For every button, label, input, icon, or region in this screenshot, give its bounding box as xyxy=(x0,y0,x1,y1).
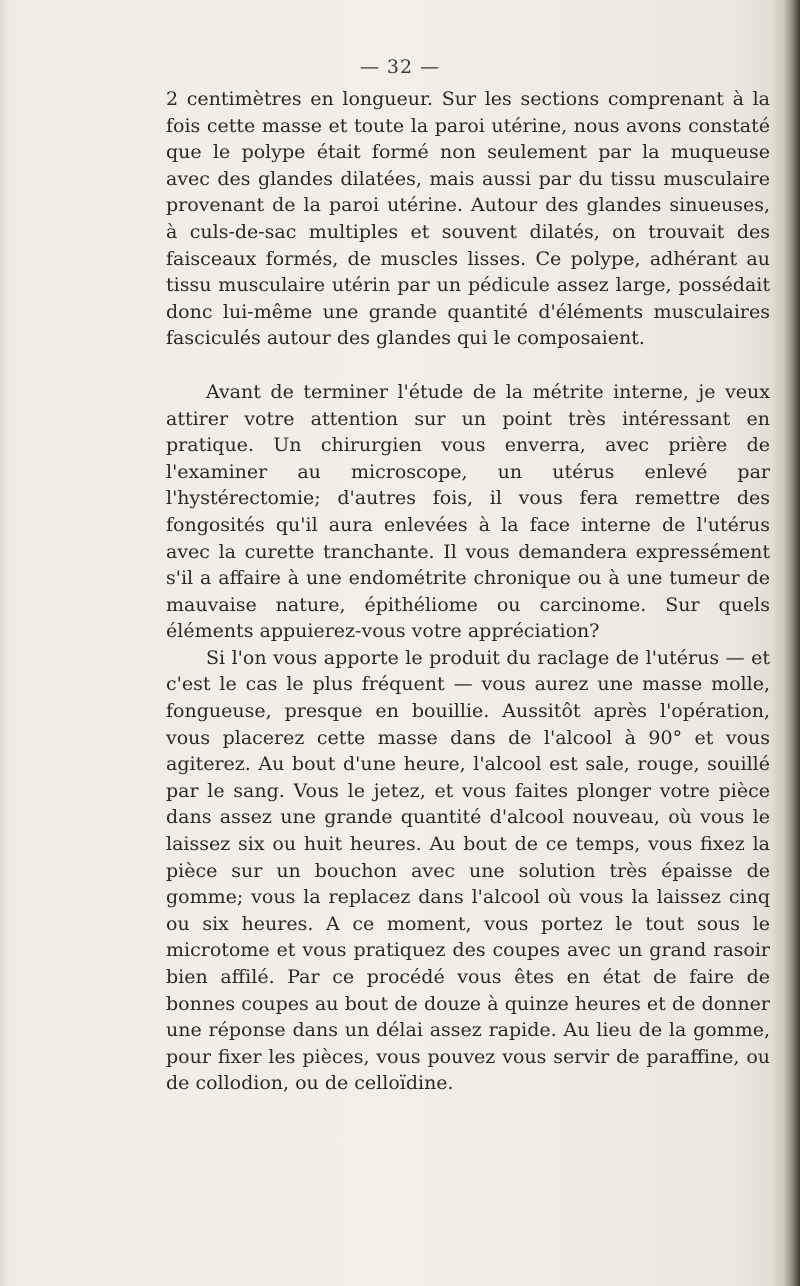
page-number: — 32 — xyxy=(359,56,441,78)
page-binding-edge xyxy=(772,0,800,1286)
paragraph-continuation: 2 centimètres en longueur. Sur les sections comprenant à la fois cette masse et toute la paroi utérine, nous avons constaté que le polype était formé non seulement par la muqueuse avec des glandes dilatées, mais aussi par du tissu musculaire provenant de la paroi utérine. Autour des glandes sinueuses, à culs-de-sac multiples et souvent dilatés, on trouvait des faisceaux formés, de muscles lisses. Ce polype, adhérant au tissu musculaire utérin par un pédicule assez large, possédait donc lui-même une grande quantité d'éléments musculaires fasciculés autour des glandes qui le composaient. xyxy=(166,88,770,350)
paragraph-raclage: Si l'on vous apporte le produit du raclage de l'utérus — et c'est le cas le plus fréquent — vous aurez une masse molle, fongueuse, presque en bouillie. Aussitôt après l'opération, vous placerez cette masse dans de l'alcool à 90° et vous agiterez. Au bout d'une heure, l'alcool est sale, rouge, souillé par le sang. Vous le jetez, et vous faites plonger votre pièce dans assez une grande quantité d'alcool nouveau, où vous le laissez six ou huit heures. Au bout de ce temps, vous fixez la pièce sur un bouchon avec une solution très épaisse de gomme; vous la replacez dans l'alcool où vous la laissez cinq ou six heures. A ce moment, vous portez le tout sous le microtome et vous pratiquez des coupes avec un grand rasoir bien affilé. Par ce procédé vous êtes en état de faire de bonnes coupes au bout de douze à quinze heures et de donner une réponse dans un délai assez rapide. Au lieu de la gomme, pour fixer les pièces, vous pouvez vous servir de paraffine, ou de collodion, ou de celloïdine. xyxy=(166,646,770,1095)
body-text xyxy=(166,86,770,1097)
page-left-margin xyxy=(0,0,10,1286)
paragraph-metrite: Avant de terminer l'étude de la métrite interne, je veux attirer votre attention sur un point très intéressant en pratique. Un chirurgien vous enverra, avec prière de l'examiner au microscope, un utérus enlevé par l'hystérectomie; d'autres fois, il vous fera remettre des fongosités qu'il aura enlevées à la face interne de l'utérus avec la curette tranchante. Il vous demandera expressément s'il a affaire à une endométrite chronique ou à une tumeur de mauvaise nature, épithéliome ou carcinome. Sur quels éléments appuierez-vous votre appréciation? xyxy=(166,380,770,643)
